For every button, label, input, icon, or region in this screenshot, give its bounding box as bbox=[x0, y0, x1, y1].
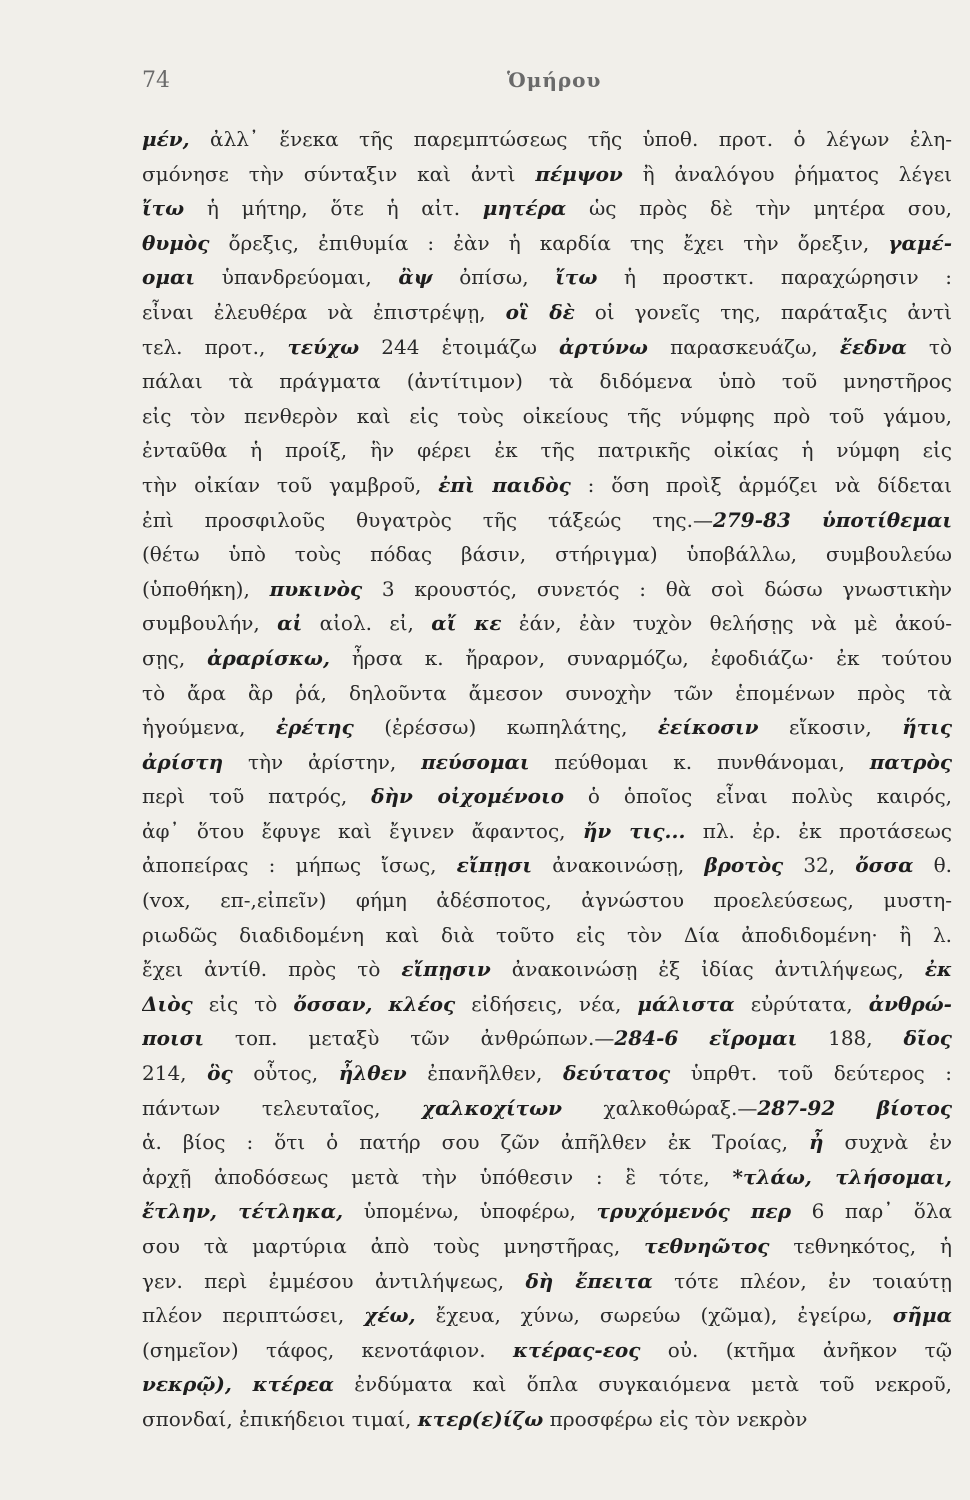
gloss-text: (σημεῖον) τάφος, κενοτάφιον. bbox=[142, 1337, 513, 1362]
gloss-text: θ. bbox=[913, 853, 952, 878]
lemma-term: μάλιστα bbox=[637, 991, 735, 1016]
gloss-text: ὑπομένω, ὑποφέρω, bbox=[343, 1199, 597, 1224]
gloss-text: ἐνδύματα καὶ ὅπλα συγκαιόμενα μετὰ τοῦ νεκροῦ, bbox=[334, 1372, 952, 1397]
lemma-term: ποισι bbox=[142, 1026, 205, 1051]
text-line bbox=[142, 572, 952, 607]
gloss-text: (ὑποθήκη), bbox=[142, 576, 270, 601]
text-line bbox=[142, 226, 952, 261]
text-line bbox=[142, 745, 952, 780]
lemma-term: κλέος bbox=[388, 991, 456, 1016]
gloss-text: αἰολ. εἰ, bbox=[302, 611, 432, 636]
text-line bbox=[142, 1402, 952, 1437]
text-line bbox=[142, 330, 952, 365]
gloss-text: οὗτος, bbox=[232, 1061, 339, 1086]
lemma-term: κτερ(ε)ίζω bbox=[417, 1406, 544, 1431]
text-line bbox=[142, 537, 952, 572]
gloss-text: ἦρσα κ. ἤραρον, συναρμόζω, ἐφοδιάζω· ἐκ τούτου bbox=[329, 645, 952, 670]
gloss-text: ριωδῶς διαδιδομένη καὶ διὰ τοῦτο εἰς τὸν Δία ἀποδιδομένη· ἢ λ. bbox=[142, 922, 952, 947]
page-number: 74 bbox=[142, 68, 170, 93]
gloss-text: ἐπὶ προσφιλοῦς θυγατρὸς τῆς τάξεώς της.— bbox=[142, 507, 713, 532]
gloss-text: συχνὰ ἐν bbox=[823, 1130, 952, 1155]
gloss-text: σμόνησε τὴν σύνταξιν καὶ ἀντὶ bbox=[142, 161, 536, 186]
gloss-text: οἱ γονεῖς της, παράταξις ἀντὶ bbox=[574, 299, 952, 324]
commentary-text bbox=[142, 122, 952, 1437]
gloss-text: ὄρεξις, ἐπιθυμία : ἐὰν ἡ καρδία της ἔχει τὴν ὄρεξιν, bbox=[209, 230, 889, 255]
text-line bbox=[142, 710, 952, 745]
gloss-text: χαλκοθώραξ.— bbox=[562, 1095, 758, 1120]
lemma-term: μέν, bbox=[142, 127, 190, 151]
text-line bbox=[142, 848, 952, 883]
page-header bbox=[142, 68, 952, 108]
gloss-text: ἐπανῆλθεν, bbox=[406, 1061, 563, 1086]
text-line bbox=[142, 399, 952, 434]
gloss-text: τὴν οἰκίαν τοῦ γαμβροῦ, bbox=[142, 472, 439, 497]
text-line bbox=[142, 468, 952, 503]
text-line bbox=[142, 260, 952, 295]
lemma-term: ὃς bbox=[207, 1061, 233, 1086]
lemma-term: ἐρέτης bbox=[275, 715, 354, 740]
lemma-term: πέμψον bbox=[535, 161, 623, 186]
lemma-term: βροτὸς bbox=[704, 853, 784, 878]
lemma-term: θυμὸς bbox=[142, 230, 210, 255]
gloss-text: ἁ. βίος : ὅτι ὁ πατήρ σου ζῶν ἀπῆλθεν ἐκ Τροίας, bbox=[142, 1130, 809, 1155]
lemma-term: ἴτω bbox=[555, 265, 598, 290]
text-line bbox=[142, 987, 952, 1022]
gloss-text: εἰς τὸ bbox=[192, 991, 294, 1016]
gloss-text: (θέτω ὑπὸ τοὺς πόδας βάσιν, στήριγμα) ὑποβάλλω, συμβουλεύω bbox=[142, 542, 952, 567]
gloss-text: ὡς πρὸς δὲ τὴν μητέρα σου, bbox=[566, 196, 952, 221]
lemma-term: *τλάω, τλήσομαι, bbox=[732, 1164, 952, 1189]
lemma-term: ἦ bbox=[808, 1130, 824, 1155]
lemma-term: μητέρα bbox=[482, 196, 567, 221]
text-line bbox=[142, 1091, 952, 1126]
text-line bbox=[142, 918, 952, 953]
gloss-text: ὁ ὁποῖος εἶναι πολὺς καιρός, bbox=[563, 784, 952, 809]
text-line bbox=[142, 1298, 952, 1333]
gloss-text: 32, bbox=[783, 853, 856, 878]
lemma-term: βίοτος bbox=[876, 1095, 952, 1120]
gloss-text: 188, bbox=[797, 1026, 904, 1051]
lemma-term: τεύχω bbox=[287, 334, 360, 359]
gloss-text: πάντων τελευταῖος, bbox=[142, 1095, 422, 1120]
gloss-text: εὐρύτατα, bbox=[734, 991, 869, 1016]
text-line bbox=[142, 1194, 952, 1229]
text-line bbox=[142, 1264, 952, 1299]
text-line bbox=[142, 1056, 952, 1091]
text-line bbox=[142, 1125, 952, 1160]
gloss-text: 214, bbox=[142, 1061, 208, 1086]
lemma-term: ἐείκοσιν bbox=[657, 715, 759, 740]
lemma-term: αἴ κε bbox=[431, 611, 502, 636]
gloss-text: εἰδήσεις, νέα, bbox=[455, 991, 638, 1016]
gloss-text: πλέον περιπτώσει, bbox=[142, 1303, 365, 1328]
text-line bbox=[142, 157, 952, 192]
lemma-term: ἤν τις... bbox=[582, 818, 686, 843]
gloss-text: οὐ. (κτῆμα ἀνῆκον τῷ bbox=[640, 1337, 952, 1362]
gloss-text: 3 κρουστός, συνετός : θὰ σοὶ δώσω γνωστικὴν bbox=[362, 576, 952, 601]
lemma-term: πεύσομαι bbox=[421, 749, 530, 774]
lemma-term: χέω, bbox=[364, 1303, 416, 1328]
gloss-text: τότε πλέον, ἐν τοιαύτῃ bbox=[652, 1268, 952, 1293]
lemma-term: πυκινὸς bbox=[269, 576, 363, 601]
lemma-term: ἦλθεν bbox=[338, 1061, 407, 1086]
lemma-term: 279-83 bbox=[712, 507, 791, 532]
lemma-term: εἴπῃσι bbox=[456, 853, 533, 878]
gloss-text: (ἐρέσσω) κωπηλάτης, bbox=[353, 715, 658, 740]
lemma-term: ἥτις bbox=[902, 715, 952, 740]
text-line bbox=[142, 641, 952, 676]
lemma-term: κτέρεα bbox=[252, 1372, 335, 1397]
gloss-text: ὑπρθτ. τοῦ δεύτερος : bbox=[670, 1061, 952, 1086]
gloss-text: ἢ ἀναλόγου ῥήματος λέγει bbox=[622, 161, 952, 186]
gloss-text: προσφέρω εἰς τὸν νεκρὸν bbox=[543, 1406, 808, 1431]
text-line bbox=[142, 779, 952, 814]
gloss-text: ἀφ᾿ ὅτου ἔφυγε καὶ ἔγινεν ἄφαντος, bbox=[142, 818, 583, 843]
gloss-text: ἀνακοινώσῃ ἐξ ἰδίας ἀντιλήψεως, bbox=[490, 957, 925, 982]
lemma-term: πατρὸς bbox=[869, 749, 952, 774]
gloss-text: ἐνταῦθα ἡ προίξ, ἣν φέρει ἐκ τῆς πατρικῆς οἰκίας ἡ νύμφη εἰς bbox=[142, 438, 952, 463]
text-line bbox=[142, 1160, 952, 1195]
gloss-text: εἶναι ἐλευθέρα νὰ ἐπιστρέψῃ, bbox=[142, 299, 506, 324]
text-line bbox=[142, 433, 952, 468]
gloss-text: : ὅση προὶξ ἁρμόζει νὰ δίδεται bbox=[570, 472, 952, 497]
text-line bbox=[142, 1021, 952, 1056]
gloss-text: σπονδαί, ἐπικήδειοι τιμαί, bbox=[142, 1406, 418, 1431]
lemma-term: ἐκ bbox=[924, 957, 952, 982]
gloss-text: ἡγούμενα, bbox=[142, 715, 276, 740]
lemma-term: ἀνθρώ- bbox=[868, 991, 952, 1016]
lemma-term: γαμέ- bbox=[888, 230, 952, 255]
gloss-text: τεθνηκότος, ἡ bbox=[769, 1234, 952, 1258]
lemma-term: σῆμα bbox=[892, 1303, 952, 1328]
lemma-term: Διὸς bbox=[142, 991, 193, 1016]
text-line bbox=[142, 1367, 952, 1402]
gloss-text: πάλαι τὰ πράγματα (ἀντίτιμον) τὰ διδόμενα ὑπὸ τοῦ μνηστῆρος bbox=[142, 369, 952, 394]
gloss-text: ἡ μήτηρ, ὅτε ἡ αἰτ. bbox=[184, 196, 483, 221]
gloss-text: τελ. προτ., bbox=[142, 334, 288, 359]
gloss-text: ἀρχῇ ἀποδόσεως μετὰ τὴν ὑπόθεσιν : ἒ τότε, bbox=[142, 1164, 733, 1189]
gloss-text: 244 ἑτοιμάζω bbox=[359, 334, 560, 359]
gloss-text: 6 παρ᾿ ὅλα bbox=[791, 1199, 952, 1224]
gloss-text: πεύθομαι κ. πυνθάνομαι, bbox=[529, 749, 870, 774]
text-line bbox=[142, 191, 952, 226]
text-line bbox=[142, 883, 952, 918]
lemma-term: χαλκοχίτων bbox=[421, 1095, 563, 1120]
lemma-term: ἔεδνα bbox=[839, 334, 907, 359]
text-line bbox=[142, 122, 952, 157]
gloss-text: τὸ ἄρα ἂρ ῥά, δηλοῦντα ἄμεσον συνοχὴν τῶν ἑπομένων πρὸς τὰ bbox=[142, 680, 952, 705]
lemma-term: ἂψ bbox=[398, 265, 433, 290]
gloss-text: περὶ τοῦ πατρός, bbox=[142, 784, 372, 809]
lemma-term: 284-6 bbox=[614, 1026, 679, 1051]
gloss-text: ἐάν, ἐὰν τυχὸν θελήσῃς νὰ μὲ ἀκού- bbox=[501, 611, 952, 636]
gloss-text: συμβουλήν, bbox=[142, 611, 278, 636]
gloss-text: τὴν ἀρίστην, bbox=[223, 749, 422, 774]
lemma-term: ὑποτίθεμαι bbox=[821, 507, 952, 532]
gloss-text: ἔχευα, χύνω, σωρεύω (χῶμα), ἐγείρω, bbox=[415, 1303, 893, 1328]
text-line bbox=[142, 606, 952, 641]
gloss-text: πλ. ἐρ. ἐκ προτάσεως bbox=[685, 818, 952, 843]
text-line bbox=[142, 1229, 952, 1264]
lemma-term: οἳ δὲ bbox=[505, 299, 575, 324]
lemma-term: τεθνηῶτος bbox=[644, 1234, 770, 1258]
gloss-text: εἰς τὸν πενθερὸν καὶ εἰς τοὺς οἰκείους τῆς νύμφης πρὸ τοῦ γάμου, bbox=[142, 403, 952, 428]
gloss-text bbox=[678, 1026, 709, 1050]
lemma-term: ἔτλην, τέτληκα, bbox=[142, 1199, 344, 1224]
gloss-text: ἀλλ᾿ ἕνεκα τῆς παρεμπτώσεως τῆς ὑποθ. προτ. ὁ λέγων ἐλη- bbox=[189, 127, 952, 151]
lemma-term: ἀραρίσκω, bbox=[207, 645, 330, 670]
lemma-term: εἴρομαι bbox=[709, 1026, 798, 1051]
gloss-text: σῃς, bbox=[142, 645, 208, 670]
gloss-text: γεν. περὶ ἐμμέσου ἀντιλήψεως, bbox=[142, 1268, 526, 1293]
lemma-term: ἀρίστη bbox=[142, 749, 224, 774]
gloss-text: ὀπίσω, bbox=[432, 265, 556, 290]
text-line bbox=[142, 676, 952, 711]
lemma-term: ὄσσαν, bbox=[293, 991, 373, 1016]
gloss-text: παρασκευάζω, bbox=[647, 334, 840, 359]
lemma-term: δεύτατος bbox=[562, 1061, 671, 1086]
text-line bbox=[142, 1333, 952, 1368]
running-title: Ὁμήρου bbox=[507, 68, 602, 92]
text-line bbox=[142, 814, 952, 849]
gloss-text: ἡ προστκτ. παραχώρησιν : bbox=[597, 265, 952, 290]
text-line bbox=[142, 503, 952, 538]
lemma-term: δὴ ἔπειτα bbox=[525, 1268, 653, 1293]
lemma-term: εἴπῃσιν bbox=[401, 957, 491, 982]
lemma-term: δὴν οἰχομένοιο bbox=[371, 784, 564, 809]
gloss-text: ἔχει ἀντίθ. πρὸς τὸ bbox=[142, 957, 402, 982]
gloss-text bbox=[791, 508, 822, 532]
gloss-text: τὸ bbox=[906, 334, 952, 359]
text-line bbox=[142, 364, 952, 399]
lemma-term: 287-92 bbox=[757, 1095, 836, 1120]
lemma-term: κτέρας-εος bbox=[512, 1337, 641, 1362]
lemma-term: ἀρτύνω bbox=[559, 334, 648, 359]
gloss-text: (vox, επ-,εἰπεῖν) φήμη ἀδέσποτος, ἀγνώστου προελεύσεως, μυστη- bbox=[142, 888, 952, 913]
gloss-text: ἀποπείρας : μήπως ἴσως, bbox=[142, 853, 457, 878]
gloss-text bbox=[835, 1096, 876, 1120]
lemma-term: ομαι bbox=[142, 265, 196, 290]
lemma-term: ὄσσα bbox=[855, 853, 914, 878]
lemma-term: δῖος bbox=[903, 1026, 952, 1051]
text-line bbox=[142, 295, 952, 330]
text-line bbox=[142, 952, 952, 987]
lemma-term: τρυχόμενός περ bbox=[596, 1199, 792, 1224]
gloss-text: ὑπανδρεύομαι, bbox=[195, 265, 399, 290]
lemma-term: νεκρῷ), bbox=[142, 1372, 253, 1397]
gloss-text: τοπ. μεταξὺ τῶν ἀνθρώπων.— bbox=[204, 1026, 615, 1051]
gloss-text: ἀνακοινώσῃ, bbox=[532, 853, 705, 878]
gloss-text: εἴκοσιν, bbox=[758, 715, 903, 740]
gloss-text bbox=[372, 992, 388, 1016]
lemma-term: ἴτω bbox=[142, 196, 185, 221]
lemma-term: αἰ bbox=[277, 611, 303, 636]
gloss-text: σου τὰ μαρτύρια ἀπὸ τοὺς μνηστῆρας, bbox=[142, 1234, 645, 1258]
lemma-term: ἐπὶ παιδὸς bbox=[438, 472, 571, 497]
